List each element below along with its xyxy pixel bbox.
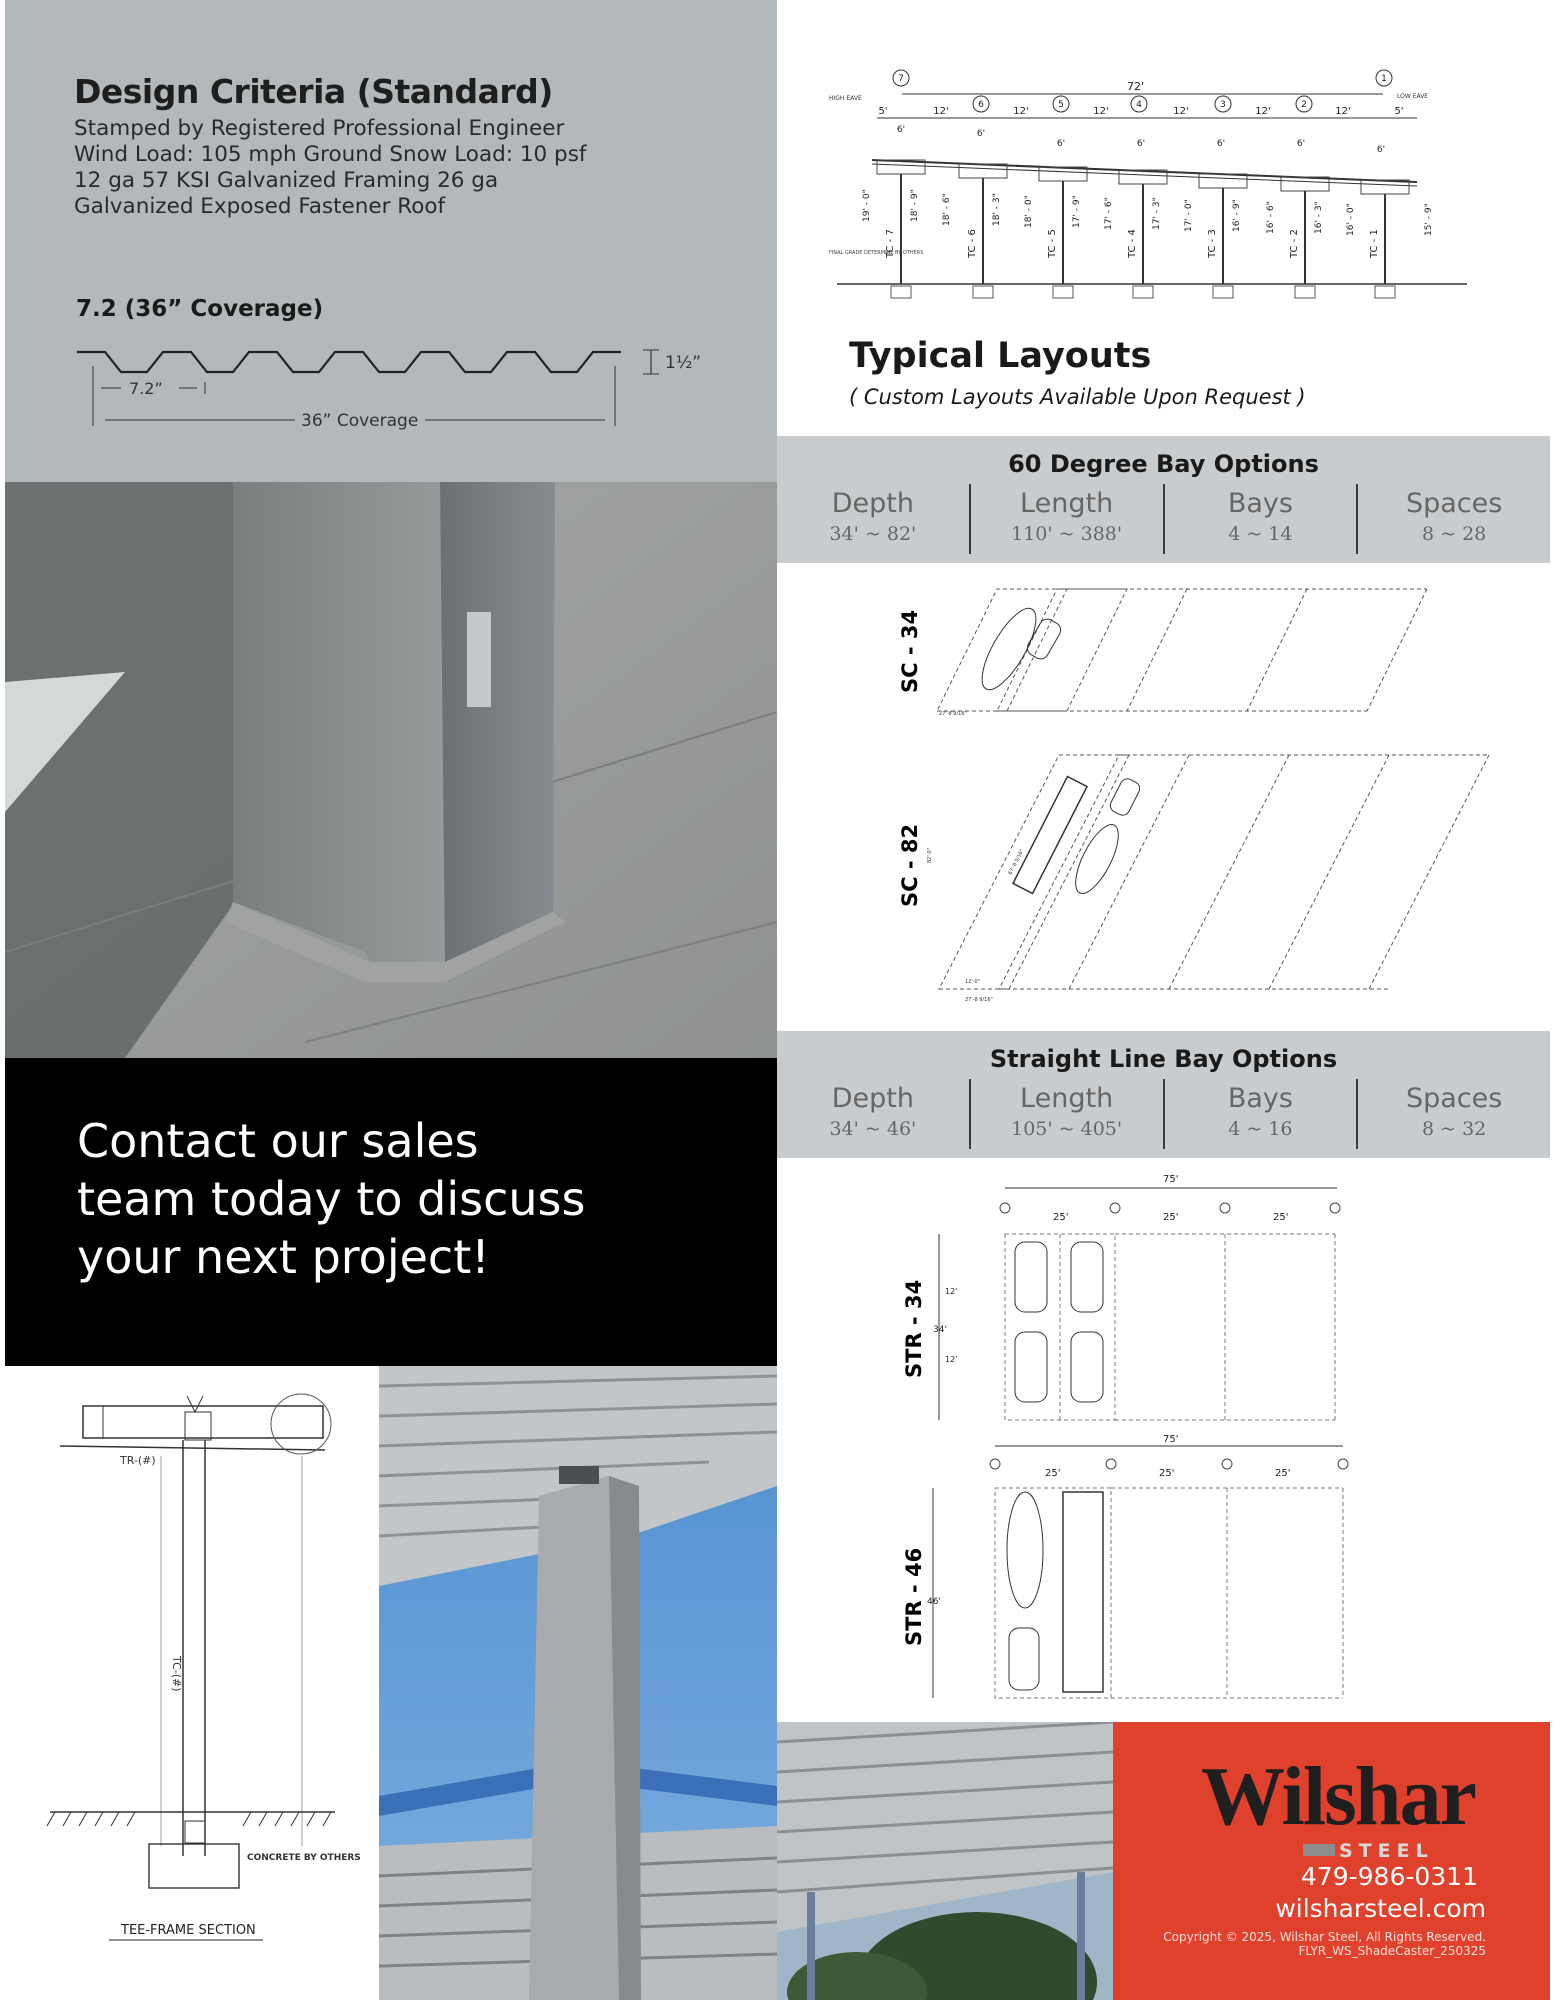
grid-label: 4 (1136, 100, 1142, 110)
spec-depth (777, 484, 969, 554)
height-label: 16' - 0" (1346, 203, 1356, 236)
coverage-width-label: 36” Coverage (301, 411, 419, 431)
canopy-column-photo-image (379, 1366, 777, 2000)
bay-60-title: 60 Degree Bay Options (1008, 450, 1319, 478)
column-label: TC - 5 (1047, 229, 1058, 258)
grid-label: 6 (978, 100, 984, 110)
str34-sub: 12' (945, 1287, 958, 1296)
height-label: 18' - 0" (1024, 195, 1034, 228)
column-label: TC - 1 (1369, 229, 1380, 258)
grid-label: 2 (1301, 100, 1307, 110)
spec-length (969, 484, 1163, 554)
coverage-title: 7.2 (36” Coverage) (76, 296, 324, 322)
spec-length (969, 1079, 1163, 1149)
height-label: 17' - 9" (1072, 195, 1082, 228)
span-label: 12' (1173, 106, 1189, 117)
bay-straight-title: Straight Line Bay Options (989, 1045, 1338, 1073)
layout-label-sc34: SC - 34 (898, 609, 922, 693)
str46-depth: 46' (927, 1597, 941, 1607)
spec-label: Spaces (1405, 488, 1503, 519)
spec-spaces (1356, 484, 1550, 554)
tee-frame-section-drawing (5, 1366, 379, 2000)
concrete-label: CONCRETE BY OTHERS (247, 1853, 361, 1863)
brand-logo-steel-mark (1303, 1840, 1473, 1860)
grid-label: 1 (1381, 74, 1387, 84)
bay-straight-layout-diagrams (777, 1158, 1550, 1722)
bay-60-layout-diagrams (777, 563, 1550, 1031)
spec-label: Bays (1227, 488, 1293, 519)
bay-label: 6' (1296, 139, 1306, 149)
spec-value: 8 ~ 28 (1421, 523, 1487, 545)
tc-label: TC-(#) (170, 1656, 183, 1692)
brand-copyright (1163, 1930, 1486, 1958)
str34-bay: 25' (1053, 1212, 1069, 1223)
spec-label: Depth (831, 488, 914, 519)
bay-label: 6' (896, 125, 906, 135)
typical-layouts-subtitle: ( Custom Layouts Available Upon Request ) (849, 385, 1306, 409)
str46-bay: 25' (1159, 1468, 1175, 1479)
grid-label: 7 (898, 74, 904, 84)
spec-label: Length (1020, 1083, 1114, 1114)
bay-label: 6' (1216, 139, 1226, 149)
document-code: FLYR_WS_ShadeCaster_250325 (1298, 1944, 1486, 1958)
str46-total: 75' (1163, 1434, 1179, 1445)
sc82-dim: 27'-8 9/16" (965, 997, 993, 1003)
str34-bay: 25' (1163, 1212, 1179, 1223)
grid-label: 3 (1220, 100, 1226, 110)
height-label: 17' - 0" (1184, 199, 1194, 232)
spec-value: 110' ~ 388' (1011, 523, 1123, 545)
span-label: 12' (1013, 106, 1029, 117)
high-eave-label: HIGH EAVE (829, 95, 862, 102)
bay-label: 6' (1056, 139, 1066, 149)
spec-value: 8 ~ 32 (1421, 1118, 1487, 1140)
layout-label-str46: STR - 46 (902, 1547, 926, 1646)
elevation-total: 72' (1127, 80, 1145, 93)
str34-sub: 12' (945, 1355, 958, 1364)
height-label: 16' - 6" (1266, 201, 1276, 234)
span-label: 12' (1093, 106, 1109, 117)
str46-bay: 25' (1275, 1468, 1291, 1479)
spec-bays (1163, 484, 1357, 554)
column-label: TC - 2 (1289, 229, 1300, 258)
pitch-label: 7.2” (129, 379, 163, 398)
profile-height-label: 1½” (665, 353, 702, 373)
copyright-line: Copyright © 2025, Wilshar Steel, All Rights Reserved. (1163, 1930, 1486, 1944)
canopy-column-photo (379, 1366, 777, 2000)
height-label: 16' - 9" (1232, 199, 1242, 232)
str34-bay: 25' (1273, 1212, 1289, 1223)
brand-logo-steel-text: STEEL (1339, 1840, 1434, 1860)
span-label: 12' (1255, 106, 1271, 117)
column-label: TC - 3 (1207, 229, 1218, 258)
sc82-dim: 67'-8 5/16" (1007, 848, 1026, 876)
column-label: TC - 6 (967, 229, 978, 258)
span-label: 12' (1335, 106, 1351, 117)
layout-label-str34: STR - 34 (902, 1279, 926, 1378)
height-label: 18' - 3" (992, 193, 1002, 226)
sc82-dim: 82'-0" (927, 847, 933, 863)
bay-label: 6' (1136, 139, 1146, 149)
spec-value: 4 ~ 14 (1228, 523, 1293, 545)
section-label: TEE-FRAME SECTION (121, 1923, 256, 1938)
contact-line: your next project! (77, 1230, 490, 1284)
spec-label: Depth (831, 1083, 914, 1114)
design-criteria-title: Design Criteria (Standard) (74, 72, 553, 111)
column-label: TC - 4 (1127, 229, 1138, 258)
span-label: 5' (1394, 106, 1404, 117)
contact-message (77, 1112, 586, 1286)
tr-label: TR-(#) (120, 1454, 156, 1467)
spec-depth (777, 1079, 969, 1149)
brand-phone[interactable]: 479-986-0311 (1300, 1862, 1478, 1891)
tee-frame-diagram (5, 1366, 379, 2000)
span-label: 5' (878, 106, 888, 117)
sc82-dim: 12'-0" (965, 979, 981, 985)
criteria-line: 12 ga 57 KSI Galvanized Framing 26 ga (74, 168, 499, 193)
column-base-photo-image (5, 482, 777, 1058)
contact-panel (5, 1058, 777, 1366)
criteria-line: Stamped by Registered Professional Engineer (74, 116, 565, 141)
str34-total: 75' (1163, 1174, 1179, 1185)
contact-line: team today to discuss (77, 1172, 586, 1226)
height-label: 15' - 9" (1424, 203, 1434, 236)
column-base-photo (5, 482, 777, 1058)
canopy-tree-photo (777, 1722, 1113, 2000)
bay-60-specs (777, 484, 1550, 554)
str46-bay: 25' (1045, 1468, 1061, 1479)
grade-note: FINAL GRADE DETERMINE BY OTHERS (829, 250, 924, 256)
column-label: TC - 7 (885, 229, 896, 258)
spec-label: Spaces (1405, 1083, 1503, 1114)
height-label: 16' - 3" (1314, 201, 1324, 234)
spec-value: 34' ~ 82' (829, 523, 917, 545)
brand-logo-wordmark: Wilshar (1201, 1750, 1475, 1843)
height-label: 18' - 6" (942, 193, 952, 226)
elevation-drawing (777, 0, 1550, 330)
bay-straight-options-band (777, 1031, 1550, 1158)
design-criteria-panel (5, 0, 777, 482)
canopy-tree-photo-image (777, 1722, 1113, 2000)
roof-profile-diagram (65, 330, 705, 440)
elevation-diagram (777, 0, 1550, 330)
grid-label: 5 (1058, 100, 1064, 110)
height-label: 18' - 9" (910, 189, 920, 222)
span-label: 12' (933, 106, 949, 117)
spec-bays (1163, 1079, 1357, 1149)
typical-layouts-title: Typical Layouts (849, 336, 1152, 376)
spec-label: Length (1020, 488, 1114, 519)
criteria-line: Wind Load: 105 mph Ground Snow Load: 10 psf (74, 142, 587, 167)
height-label: 17' - 6" (1104, 197, 1114, 230)
height-label: 17' - 3" (1152, 197, 1162, 230)
sc34-dim: 27'-8 9/16" (939, 711, 967, 717)
bay-60-options-band (777, 436, 1550, 563)
bay-label: 6' (976, 129, 986, 139)
low-eave-label: LOW EAVE (1397, 93, 1429, 100)
bay-label: 6' (1376, 145, 1386, 155)
str34-depth: 34' (933, 1325, 947, 1335)
layout-label-sc82: SC - 82 (898, 823, 922, 907)
spec-label: Bays (1227, 1083, 1293, 1114)
criteria-line: Galvanized Exposed Fastener Roof (74, 194, 446, 219)
design-criteria-lines (74, 116, 586, 220)
bay-straight-specs (777, 1079, 1550, 1149)
contact-line: Contact our sales (77, 1114, 479, 1168)
spec-value: 4 ~ 16 (1228, 1118, 1293, 1140)
spec-value: 34' ~ 46' (829, 1118, 917, 1140)
height-label: 19' - 0" (862, 189, 872, 222)
brand-panel (1113, 1722, 1550, 2000)
spec-value: 105' ~ 405' (1011, 1118, 1123, 1140)
brand-website[interactable]: wilsharsteel.com (1275, 1894, 1486, 1923)
spec-spaces (1356, 1079, 1550, 1149)
